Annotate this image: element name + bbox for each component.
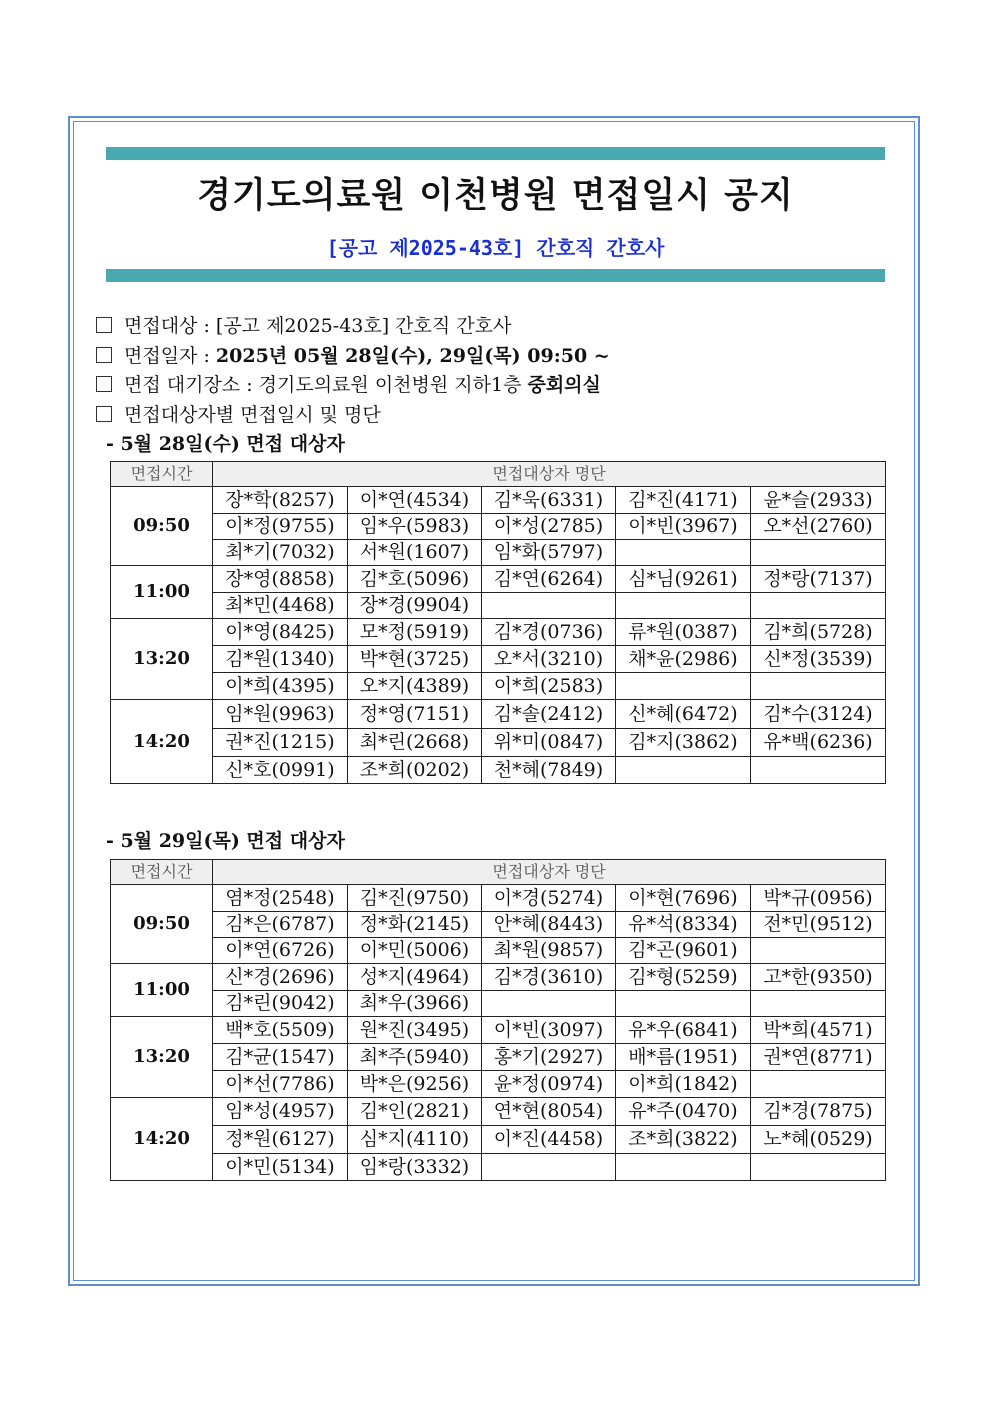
- candidate-cell: 신*호(0991): [213, 757, 348, 784]
- candidate-cell: 고*한(9350): [751, 964, 886, 991]
- candidate-cell: 김*린(9042): [213, 991, 348, 1017]
- candidate-cell: 김*경(3610): [482, 964, 616, 991]
- schedule-table-day2: [110, 859, 886, 1181]
- candidate-cell: 박*현(3725): [348, 646, 482, 673]
- page-subtitle: [공고 제2025-43호] 간호직 간호사: [326, 236, 665, 260]
- candidate-cell: [751, 938, 886, 964]
- candidate-cell: 이*민(5006): [348, 938, 482, 964]
- table-row: [111, 912, 886, 938]
- candidate-cell: 홍*기(2927): [482, 1044, 616, 1071]
- table-row: [111, 938, 886, 964]
- candidate-cell: 신*혜(6472): [616, 700, 751, 729]
- candidate-cell: 이*경(5274): [482, 885, 616, 912]
- candidate-cell: 김*진(4171): [616, 487, 751, 514]
- candidate-cell: 모*정(5919): [348, 619, 482, 646]
- candidate-cell: [751, 757, 886, 784]
- candidate-cell: 권*연(8771): [751, 1044, 886, 1071]
- candidate-cell: 김*희(5728): [751, 619, 886, 646]
- table-row: [111, 885, 886, 912]
- candidate-cell: 최*린(2668): [348, 729, 482, 757]
- candidate-cell: 이*성(2785): [482, 514, 616, 540]
- table-row: [111, 540, 886, 566]
- candidate-cell: 원*진(3495): [348, 1017, 482, 1044]
- candidate-cell: 이*연(6726): [213, 938, 348, 964]
- candidate-cell: 이*현(7696): [616, 885, 751, 912]
- candidate-cell: [751, 673, 886, 700]
- candidate-cell: 정*영(7151): [348, 700, 482, 729]
- candidate-cell: 최*민(4468): [213, 593, 348, 619]
- candidate-cell: 최*주(5940): [348, 1044, 482, 1071]
- section-heading-day1: - 5월 28일(수) 면접 대상자: [106, 433, 345, 455]
- info-value: 2025년 05월 28일(수), 29일(목) 09:50 ~: [215, 345, 610, 367]
- candidate-cell: 김*형(5259): [616, 964, 751, 991]
- candidate-cell: 이*민(5134): [213, 1154, 348, 1181]
- candidate-cell: 김*곤(9601): [616, 938, 751, 964]
- candidate-cell: 이*빈(3967): [616, 514, 751, 540]
- info-value: [공고 제2025-43호] 간호직 간호사: [215, 315, 512, 337]
- candidate-cell: 박*은(9256): [348, 1071, 482, 1098]
- candidate-cell: 성*지(4964): [348, 964, 482, 991]
- header-time: 면접시간: [111, 860, 213, 885]
- candidate-cell: 유*우(6841): [616, 1017, 751, 1044]
- candidate-cell: 임*랑(3332): [348, 1154, 482, 1181]
- info-value-bold: 중회의실: [527, 374, 601, 396]
- candidate-cell: 신*경(2696): [213, 964, 348, 991]
- slot-time: 11:00: [111, 964, 213, 1017]
- info-line-place: [96, 370, 601, 397]
- candidate-cell: 윤*정(0974): [482, 1071, 616, 1098]
- slot-time: 14:20: [111, 700, 213, 784]
- info-line-target: [96, 311, 511, 338]
- candidate-cell: [616, 673, 751, 700]
- title-top-bar: [106, 147, 885, 160]
- candidate-cell: 최*우(3966): [348, 991, 482, 1017]
- candidate-cell: 임*화(5797): [482, 540, 616, 566]
- table-row: [111, 487, 886, 514]
- schedule-table-day1: [110, 461, 886, 784]
- candidate-cell: 이*희(1842): [616, 1071, 751, 1098]
- checkbox-square-icon: [96, 406, 112, 422]
- candidate-cell: 김*원(1340): [213, 646, 348, 673]
- candidate-cell: 오*지(4389): [348, 673, 482, 700]
- candidate-cell: [482, 991, 616, 1017]
- candidate-cell: 심*님(9261): [616, 566, 751, 593]
- page-title: 경기도의료원 이천병원 면접일시 공지: [197, 176, 794, 216]
- candidate-cell: [751, 991, 886, 1017]
- candidate-cell: 이*희(4395): [213, 673, 348, 700]
- checkbox-square-icon: [96, 317, 112, 333]
- table-row: [111, 593, 886, 619]
- slot-time: 14:20: [111, 1098, 213, 1181]
- candidate-cell: 오*서(3210): [482, 646, 616, 673]
- candidate-cell: 유*주(0470): [616, 1098, 751, 1126]
- candidate-cell: 김*지(3862): [616, 729, 751, 757]
- candidate-cell: [482, 593, 616, 619]
- candidate-cell: 심*지(4110): [348, 1126, 482, 1154]
- candidate-cell: 배*름(1951): [616, 1044, 751, 1071]
- candidate-cell: 채*윤(2986): [616, 646, 751, 673]
- candidate-cell: 정*랑(7137): [751, 566, 886, 593]
- candidate-cell: 최*원(9857): [482, 938, 616, 964]
- info-label: 면접일자 :: [124, 345, 216, 367]
- header-time: 면접시간: [111, 462, 213, 487]
- candidate-cell: 천*혜(7849): [482, 757, 616, 784]
- table-row: [111, 964, 886, 991]
- candidate-cell: [751, 593, 886, 619]
- candidate-cell: 김*욱(6331): [482, 487, 616, 514]
- candidate-cell: 이*영(8425): [213, 619, 348, 646]
- info-label: 면접대상자별 면접일시 및 명단: [124, 404, 381, 426]
- table-row: [111, 514, 886, 540]
- info-label: 면접 대기장소 :: [124, 374, 259, 396]
- section-heading-day2: - 5월 29일(목) 면접 대상자: [106, 830, 345, 852]
- candidate-cell: 권*진(1215): [213, 729, 348, 757]
- info-line-date: [96, 341, 610, 368]
- candidate-cell: 연*현(8054): [482, 1098, 616, 1126]
- candidate-cell: [751, 1071, 886, 1098]
- candidate-cell: 정*원(6127): [213, 1126, 348, 1154]
- candidate-cell: 장*학(8257): [213, 487, 348, 514]
- candidate-cell: 이*진(4458): [482, 1126, 616, 1154]
- candidate-cell: 김*경(0736): [482, 619, 616, 646]
- slot-time: 09:50: [111, 885, 213, 964]
- candidate-cell: 김*연(6264): [482, 566, 616, 593]
- table-row: [111, 1044, 886, 1071]
- candidate-cell: [616, 757, 751, 784]
- table-row: [111, 757, 886, 784]
- table-row: [111, 1154, 886, 1181]
- candidate-cell: 김*호(5096): [348, 566, 482, 593]
- candidate-cell: 김*인(2821): [348, 1098, 482, 1126]
- candidate-cell: [616, 593, 751, 619]
- candidate-cell: [751, 540, 886, 566]
- candidate-cell: 김*은(6787): [213, 912, 348, 938]
- candidate-cell: 김*솔(2412): [482, 700, 616, 729]
- candidate-cell: [616, 540, 751, 566]
- candidate-cell: 이*희(2583): [482, 673, 616, 700]
- candidate-cell: [482, 1154, 616, 1181]
- table-row: [111, 1098, 886, 1126]
- candidate-cell: 안*혜(8443): [482, 912, 616, 938]
- checkbox-square-icon: [96, 376, 112, 392]
- info-value: 경기도의료원 이천병원 지하1층: [258, 374, 528, 396]
- info-line-list: [96, 400, 381, 427]
- table-row: [111, 619, 886, 646]
- candidate-cell: 조*희(0202): [348, 757, 482, 784]
- candidate-cell: 김*수(3124): [751, 700, 886, 729]
- candidate-cell: 류*원(0387): [616, 619, 751, 646]
- slot-time: 13:20: [111, 619, 213, 700]
- candidate-cell: 이*선(7786): [213, 1071, 348, 1098]
- title-bottom-bar: [106, 269, 885, 282]
- table-row: [111, 1017, 886, 1044]
- candidate-cell: 박*규(0956): [751, 885, 886, 912]
- candidate-cell: 이*정(9755): [213, 514, 348, 540]
- candidate-cell: 장*영(8858): [213, 566, 348, 593]
- candidate-cell: 정*화(2145): [348, 912, 482, 938]
- candidate-cell: 박*희(4571): [751, 1017, 886, 1044]
- candidate-cell: 김*균(1547): [213, 1044, 348, 1071]
- candidate-cell: 조*희(3822): [616, 1126, 751, 1154]
- table-row: [111, 673, 886, 700]
- slot-time: 11:00: [111, 566, 213, 619]
- table-row: [111, 646, 886, 673]
- candidate-cell: 백*호(5509): [213, 1017, 348, 1044]
- info-label: 면접대상 :: [124, 315, 216, 337]
- candidate-cell: 위*미(0847): [482, 729, 616, 757]
- slot-time: 09:50: [111, 487, 213, 566]
- candidate-cell: 신*정(3539): [751, 646, 886, 673]
- candidate-cell: 유*백(6236): [751, 729, 886, 757]
- header-names: 면접대상자 명단: [213, 462, 886, 487]
- table-row: [111, 1126, 886, 1154]
- candidate-cell: 임*성(4957): [213, 1098, 348, 1126]
- candidate-cell: [751, 1154, 886, 1181]
- table-row: [111, 1071, 886, 1098]
- candidate-cell: 최*기(7032): [213, 540, 348, 566]
- candidate-cell: 유*석(8334): [616, 912, 751, 938]
- candidate-cell: 임*우(5983): [348, 514, 482, 540]
- candidate-cell: 김*경(7875): [751, 1098, 886, 1126]
- candidate-cell: 윤*슬(2933): [751, 487, 886, 514]
- table-row: [111, 729, 886, 757]
- candidate-cell: 노*혜(0529): [751, 1126, 886, 1154]
- candidate-cell: 전*민(9512): [751, 912, 886, 938]
- candidate-cell: [616, 1154, 751, 1181]
- header-names: 면접대상자 명단: [213, 860, 886, 885]
- slot-time: 13:20: [111, 1017, 213, 1098]
- candidate-cell: 오*선(2760): [751, 514, 886, 540]
- table-row: [111, 566, 886, 593]
- candidate-cell: 이*연(4534): [348, 487, 482, 514]
- checkbox-square-icon: [96, 347, 112, 363]
- candidate-cell: 장*경(9904): [348, 593, 482, 619]
- candidate-cell: [616, 991, 751, 1017]
- table-row: [111, 700, 886, 729]
- candidate-cell: 임*원(9963): [213, 700, 348, 729]
- candidate-cell: 염*정(2548): [213, 885, 348, 912]
- candidate-cell: 이*빈(3097): [482, 1017, 616, 1044]
- table-row: [111, 991, 886, 1017]
- candidate-cell: 서*원(1607): [348, 540, 482, 566]
- candidate-cell: 김*진(9750): [348, 885, 482, 912]
